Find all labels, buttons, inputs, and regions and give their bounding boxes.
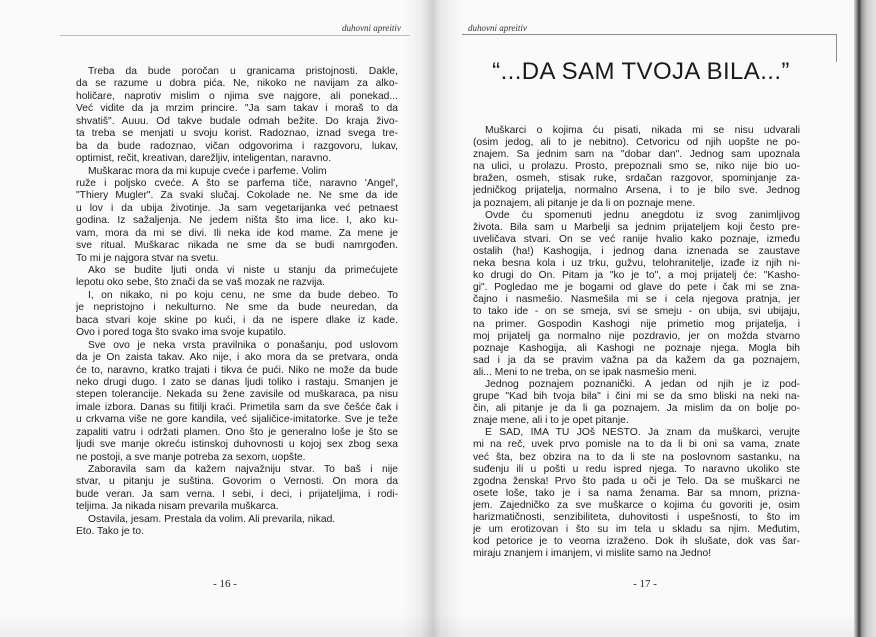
bottom-shadow — [0, 612, 854, 637]
text-line: Ako se budite ljuti onda vi niste u stanju da primećujete — [88, 265, 398, 276]
text-line: jem. Zajedničko za sve muškarce o kojima ću govoriti je, osim — [473, 499, 800, 511]
paragraph — [76, 514, 398, 539]
right-page-number: - 17 - — [633, 578, 657, 590]
text-line: ba da bude radoznao, vičan odgovorima i razgovoru, lukav, — [76, 140, 398, 152]
text-line: ta treba se menjati u svoju korist. Radoznao, iznad svega tre- — [76, 128, 398, 140]
text-line: u crkvama više ne gore kandila, već sijaličice-imitatorke. Sve je teže — [76, 414, 398, 426]
text-line: bude veran. Ja sam verna. I sebi, i deci, i prijateljima, i rodi- — [76, 488, 398, 500]
text-line: imale izbora. Danas su fitilji kraći. Primetila sam da sve češće čak i — [76, 401, 398, 413]
text-line: osete loše, tako je i sa nama ženama. Bar sa mnom, prizna- — [473, 487, 800, 499]
paragraph — [76, 166, 398, 266]
text-line: će to, naravno, kratko trajati i tikva će pući. Niko ne može da bude — [76, 364, 398, 376]
text-line: To mi je najgora stvar na svetu. — [76, 252, 219, 264]
text-line: da je On zaista takav. Ako nije, i ako mora da se pretvara, onda — [76, 352, 398, 364]
right-header-rule — [462, 34, 836, 35]
text-line: čin, ali pitanje je da li ga poznajem. Ja mislim da on bolje po- — [473, 403, 800, 415]
text-line: na ulici, u prolazu. Prosto, prepoznali smo se, niko nije bio uo- — [473, 161, 800, 173]
text-line: teljima. Ja nikada nisam prevarila muškarca. — [76, 501, 279, 513]
text-line: I, on nikako, ni po koju cenu, ne sme da bude debeo. To — [88, 289, 398, 301]
text-line: gi". Pogledao me je bogami od glave do pete i čak mi se zna- — [473, 282, 800, 294]
left-header-rule — [60, 35, 410, 36]
text-line: (osim jedog, ali to je nebitno). Četvoricu od njih uopšte ne po- — [473, 137, 800, 149]
text-line: ali... Meni to ne treba, on se ipak nasmešio meni. — [473, 366, 697, 378]
text-line: na primer. Gospodin Kashogi nije primetio mog prijatelja, i — [473, 318, 800, 330]
chapter-title: “...DA SAM TVOJA BILA...” — [492, 58, 790, 85]
paragraph — [473, 379, 800, 427]
text-line: to tako ide - on se smeja, svi se smeju - on ubija, svi ubijaju, — [473, 306, 800, 318]
text-line: stvar, u pitanju je suština. Govorim o Vernosti. On mora da — [76, 476, 398, 488]
text-line: znajem. Sa jednim sam na "dobar dan". Jednog sam upoznala — [473, 149, 800, 161]
paragraph — [76, 340, 398, 464]
text-line: E SAD, IMA TU JOš NEŠTO. Ja znam da muškarci, verujte — [485, 427, 800, 439]
text-line: Ostavila, jesam. Prestala da volim. Ali prevarila, nikad. — [88, 513, 336, 525]
text-line: neka besna kola i uz trku, gužvu, telohranitelje, izađe iz njih ni- — [473, 258, 800, 270]
text-line: čajno i nasmešio. Nasmešila mi se i cela njegova pratnja, jer — [473, 294, 800, 306]
text-line: Muškarci o kojima ću pisati, nikada mi se nisu udvarali — [485, 125, 800, 136]
text-line: zapaliti vatru i održati plamen. Ono što je generalno loše je što se — [76, 426, 398, 438]
page-edge — [854, 0, 876, 637]
left-running-head: duhovni apreitiv — [342, 23, 401, 33]
text-line: ne postoji, a sve manje potreba za sexom, uopšte. — [76, 451, 306, 463]
text-line: mi na reč, uvek prvo pomisle na to da li bi oni sa vama, znate — [473, 439, 800, 451]
left-page-body — [76, 66, 398, 539]
text-line: Muškarac mora da mi kupuje cveće i parfeme. Volim — [88, 165, 327, 177]
paragraph — [473, 210, 800, 379]
text-line: sad i ja da se pravim važna pa da kažem da ga poznajem, — [473, 354, 800, 366]
text-line: neko drugi dugo. I zato se danas ljudi toliko i rastaju. Smanjen je — [76, 376, 398, 388]
text-line: života. Bila sam u Marbelji sa jednim prijateljem koji često pre- — [473, 221, 800, 233]
text-line: uveličava stvari. On se već ranije hvalio kako poznaje, između — [473, 233, 800, 245]
text-line: godina. Iz sažaljenja. Ne jedem ništa što ima lice. I, ako ku- — [76, 215, 398, 227]
text-line: već šta, bez obzira na to da li ste na poslovnom sastanku, na — [473, 451, 800, 463]
text-line: da se razume u dobra pića. Ne, nikoko ne navijam za alko- — [76, 78, 398, 90]
text-line: grupe "Kad bih tvoja bila" i čini mi se da smo bliski na neki na- — [473, 391, 800, 403]
text-line: ko drugi do On. Pitam ja "ko je to", a moj prijatelj će: "Kasho- — [473, 270, 800, 282]
text-line: je um erotizovan i što su im tela u skladu sa njim. Međutim, — [473, 524, 800, 536]
right-corner-rule — [836, 34, 837, 62]
text-line: Sve ovo je neka vrsta pravilnika o ponašanju, pod uslovom — [88, 339, 398, 351]
text-line: suđenju ili u pošti u redu ispred njega. To naravno ukoliko ste — [473, 463, 800, 475]
paragraph — [76, 464, 398, 514]
text-line: u lov i da ubija životinje. Ja sam vegetarijanka već petnaest — [76, 202, 398, 214]
text-line: jedničkog prijatelja, normalno Arsena, i to je bilo sve. Jednog — [473, 185, 800, 197]
text-line: moj prijatelj ga normalno nije pozdravio, jer on možda stvarno — [473, 330, 800, 342]
text-line: lepotu oko sebe, što znači da se vaš mozak ne razvija. — [76, 277, 325, 289]
text-line: Treba da bude poročan u granicama pristojnosti. Dakle, — [88, 66, 398, 77]
text-line: "Thiery Mugler". Za svaki slučaj. Čokolade ne. Ne sme da ide — [76, 190, 398, 202]
text-line: baca stvari koje skine po kući, i da ne ispere dlake iz kade. — [76, 314, 398, 326]
paragraph — [76, 66, 398, 166]
text-line: zgodna ženska! Prvo što pada u oči je Telo. Da se muškarci ne — [473, 475, 800, 487]
book-gutter-shadow — [404, 0, 462, 637]
text-line: stepen tolerancije. Nekada su žene zavisile od muškaraca, pa nisu — [76, 389, 398, 401]
text-line: shvatiš". Auuu. Od takve budale odmah bežite. Do kraja živo- — [76, 115, 398, 127]
text-line: ostalih (ha!) Kashogija, i jednog dana iznenada se zaustave — [473, 245, 800, 257]
right-running-head: duhovni apreitiv — [468, 23, 527, 33]
paragraph — [473, 427, 800, 560]
left-page-number: - 16 - — [213, 578, 237, 590]
text-line: bražen, osmeh, stisak ruke, srdačan razgovor, spominjanje za- — [473, 173, 800, 185]
text-line: Eto. Tako je to. — [76, 526, 144, 538]
text-line: miraju znanjem i imanjem, vi mislite samo na Jedno! — [473, 548, 712, 560]
text-line: Ovde ću spomenuti jednu anegdotu iz svog zanimljivog — [485, 209, 800, 221]
paragraph — [76, 290, 398, 340]
text-line: poznaje Kashogija, ali Kashogi ne poznaje njega. Mogla bih — [473, 342, 800, 354]
text-line: ruže i poljsko cveće. A što se parfema tiče, naravno 'Angel', — [76, 177, 398, 189]
text-line: znaje mene, ali i to je opet pitanje. — [473, 415, 629, 427]
text-line: optimist, rečit, kreativan, darežljiv, inteligentan, naravno. — [76, 153, 332, 165]
text-line: kod petorice je to veoma izraženo. Dok ih slušate, dok vas šar- — [473, 536, 800, 548]
text-line: holičare, naprotiv mislim o njima sve najgore, ali ponekad... — [76, 90, 398, 102]
text-line: Zaboravila sam da kažem najvažniju stvar. To baš i nije — [88, 464, 398, 475]
text-line: vam, mora da mi se divi. Ili neka ide kod mame. Za mene je — [76, 227, 398, 239]
paragraph — [76, 265, 398, 290]
text-line: harizmatičnosti, senzibiliteta, duhovitosti i uspešnosti, to što im — [473, 512, 800, 523]
text-line: Ovo i pored toga što svako ima svoje kupatilo. — [76, 327, 287, 339]
text-line: sve ritual. Muškarac nikada ne sme da se budi namrgođen. — [76, 240, 398, 252]
text-line: Već vidite da ja mrzim princire. "Ja sam takav i moraš to da — [76, 103, 398, 115]
text-line: je nepristojno i nekulturno. Ne sme da bude neuredan, da — [76, 302, 398, 314]
text-line: ljudi sve manje okreću istinskoj duhovnosti u kojoj sex zbog sexa — [76, 439, 398, 451]
paragraph — [473, 125, 800, 210]
text-line: ja poznajem, ali pitanje je da li on poznaje mene. — [473, 197, 696, 209]
right-page-body — [473, 125, 800, 560]
text-line: Jednog poznajem poznanički. A jedan od njih je iz pod- — [485, 378, 800, 390]
